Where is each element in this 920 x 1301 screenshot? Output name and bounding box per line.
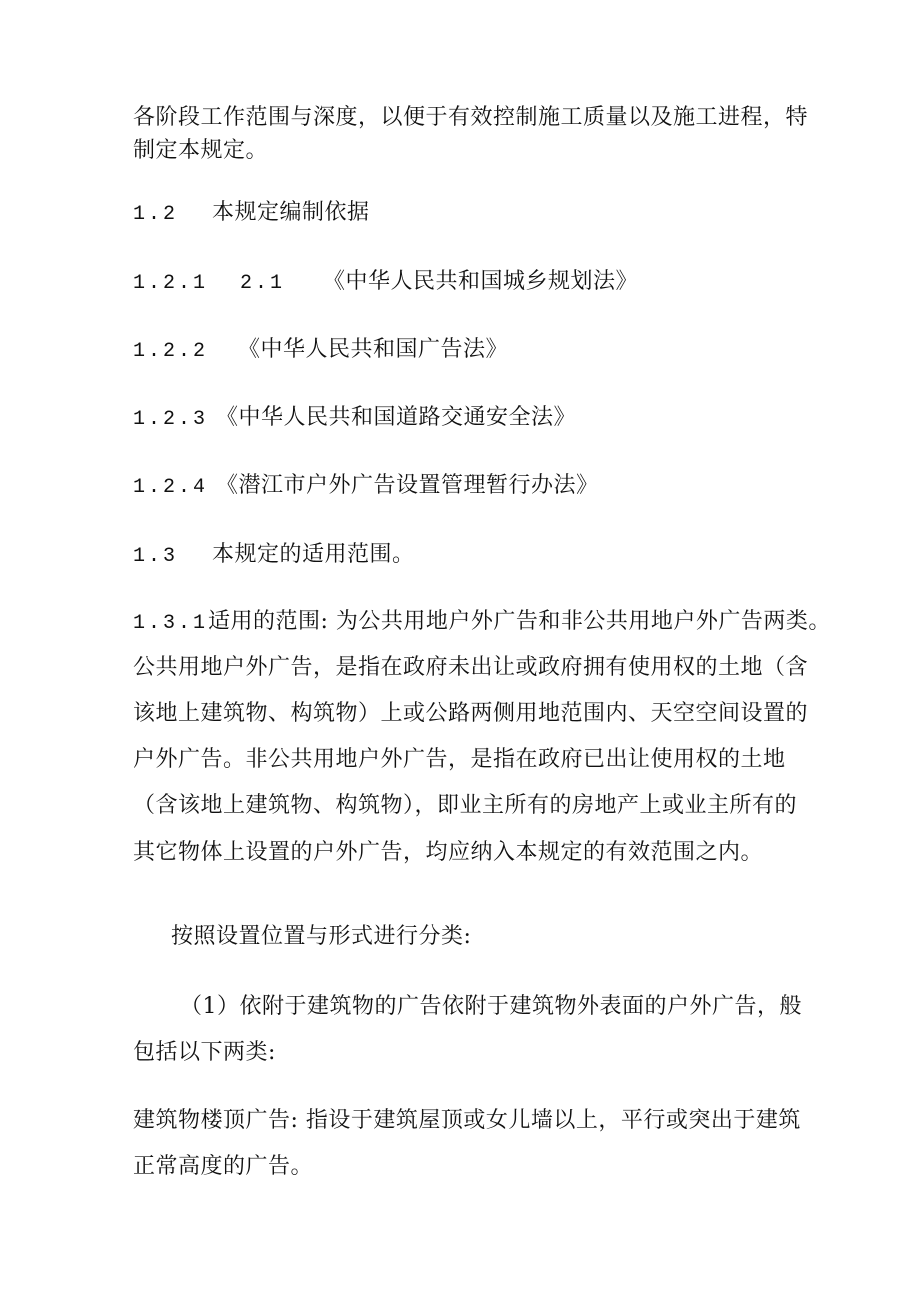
paragraph-line: （1）依附于建筑物的广告依附于建筑物外表面的户外广告，般: [180, 994, 802, 1019]
section-item-1-2-4: [133, 471, 599, 503]
section-number: 1.2.2: [133, 340, 209, 363]
law-title: 《中华人民共和国广告法》: [238, 337, 509, 362]
paragraph-line: 其它物体上设置的户外广告，均应纳入本规定的有效范围之内。: [133, 840, 764, 865]
section-title: 本规定编制依据: [212, 200, 370, 225]
section-item-1-2-3: [133, 403, 576, 435]
paragraph-text: 适用的范围: 为公共用地户外广告和非公共用地户外广告两类。: [208, 609, 831, 634]
paragraph-line: 建筑物楼顶广告: 指设于建筑屋顶或女儿墙以上，平行或突出于建筑: [133, 1108, 801, 1133]
law-title: 《中华人民共和国道路交通安全法》: [216, 405, 577, 430]
paragraph-line: 户外广告。非公共用地户外广告，是指在政府已出让使用权的土地: [133, 747, 786, 772]
section-item-1-2-1: [133, 267, 638, 299]
section-heading-1-2: [133, 198, 370, 230]
section-number: 1.3.1: [133, 612, 209, 635]
paragraph-line: 制定本规定。: [133, 138, 269, 163]
paragraph-line: 该地上建筑物、构筑物）上或公路两侧用地范围内、天空空间设置的: [133, 701, 809, 726]
section-number: 1.2.3: [133, 408, 209, 431]
paragraph-line: 正常高度的广告。: [133, 1154, 314, 1179]
law-title: 《潜江市户外广告设置管理暂行办法》: [216, 473, 599, 498]
paragraph-line: （含该地上建筑物、构筑物），即业主所有的房地产上或业主所有的: [133, 793, 798, 818]
sub-number: 2.1: [240, 272, 286, 295]
section-heading-1-3: [133, 540, 415, 572]
paragraph-line: 公共用地户外广告，是指在政府未出让或政府拥有使用权的土地（含: [133, 655, 809, 680]
paragraph-line: 各阶段工作范围与深度，以便于有效控制施工质量以及施工进程，特: [133, 105, 809, 130]
section-number: 1.2.4: [133, 476, 209, 499]
paragraph-line: [133, 607, 831, 639]
section-title: 本规定的适用范围。: [212, 542, 415, 567]
section-number: 1.3: [133, 545, 179, 568]
paragraph-line: 包括以下两类:: [133, 1040, 276, 1065]
section-number: 1.2.1: [133, 272, 209, 295]
section-item-1-2-2: [133, 335, 508, 367]
section-number: 1.2: [133, 203, 179, 226]
law-title: 《中华人民共和国城乡规划法》: [323, 269, 639, 294]
paragraph-line: 按照设置位置与形式进行分类:: [171, 924, 472, 949]
